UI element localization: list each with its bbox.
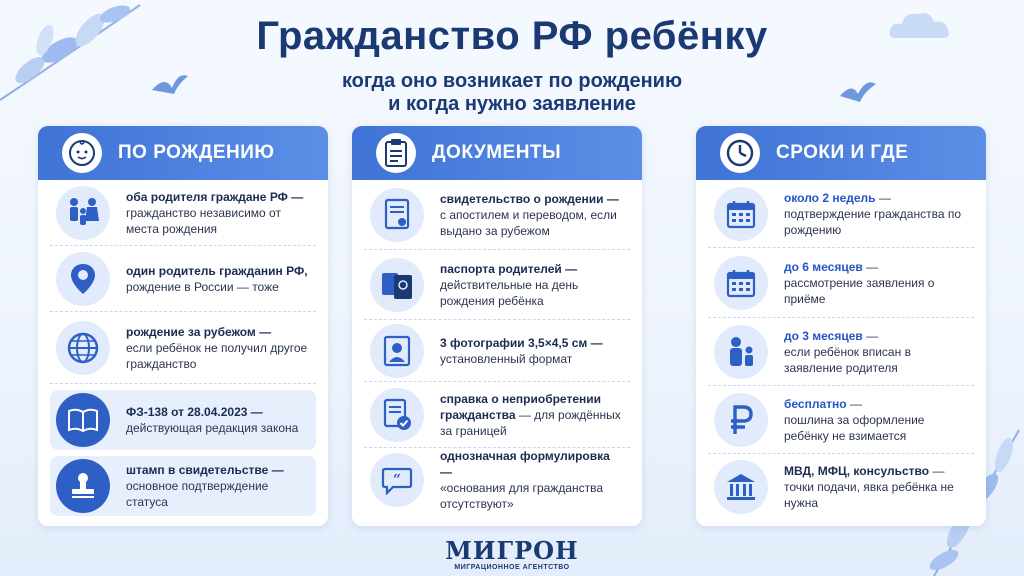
item-text: пошлина за оформление ребёнку не взимается — [784, 412, 925, 443]
item-text: действительные на день рождения ребёнка — [440, 277, 579, 308]
logo-name: МИГРОН — [445, 536, 579, 565]
list-item: около 2 недель — подтверждение гражданства по рождению — [708, 180, 974, 248]
item-text: если ребёнок не получил другое гражданство — [126, 340, 308, 371]
list-item — [50, 180, 316, 246]
baby-face-icon — [62, 133, 102, 173]
certificate-icon — [370, 188, 424, 242]
stamp-icon — [56, 459, 110, 513]
page-title: Гражданство РФ ребёнку — [256, 14, 768, 58]
card-header — [696, 126, 986, 180]
list-item — [50, 246, 316, 312]
parent-child-icon — [714, 325, 768, 379]
list-item: бесплатно — пошлина за оформление ребёнку не взимается — [708, 386, 974, 454]
item-bold: до 3 месяцев — [784, 328, 863, 343]
list-item — [364, 320, 630, 382]
list-item: МВД, МФЦ, консульство — точки подачи, явка ребёнка не нужна — [708, 454, 974, 520]
calendar-icon — [714, 256, 768, 310]
location-pin-icon — [56, 252, 110, 306]
list-item: до 6 месяцев — рассмотрение заявления о приёме — [708, 248, 974, 318]
list-item — [364, 180, 630, 250]
item-text: подтверждение гражданства по рождению — [784, 206, 962, 237]
logo-tagline: МИГРАЦИОННОЕ АГЕНТСТВО — [454, 564, 570, 571]
brand-logo — [0, 538, 1024, 571]
item-text: гражданство независимо от места рождения — [126, 205, 281, 236]
page-subtitle: когда оно возникает по рождению и когда нужно заявление — [341, 70, 683, 115]
photo-icon — [370, 324, 424, 378]
list-item — [364, 250, 630, 320]
item-text: установленный формат — [440, 351, 573, 366]
clock-icon — [720, 133, 760, 173]
item-text: если ребёнок вписан в заявление родителя — [784, 344, 911, 375]
item-text: — для рождённых за границей — [440, 407, 621, 438]
item-bold: оба родителя граждане РФ — — [126, 189, 304, 204]
card-title: СРОКИ И ГДЕ — [776, 142, 909, 163]
list-item — [364, 448, 630, 512]
item-bold: справка о неприобретении гражданства — [440, 391, 601, 422]
card-header — [38, 126, 328, 180]
item-text: точки подачи, явка ребёнка не нужна — [784, 480, 954, 510]
item-bold: один родитель гражданин РФ, — [126, 263, 308, 278]
ruble-icon — [714, 393, 768, 447]
item-bold: штамп в свидетельстве — — [126, 463, 284, 477]
family-icon — [56, 186, 110, 240]
svg-text:“: “ — [392, 472, 402, 488]
item-bold: паспорта родителей — — [440, 261, 578, 276]
card-terms-and-places — [696, 126, 986, 526]
item-text: с апостилем и переводом, если выдано за рубежом — [440, 207, 617, 238]
item-bold: бесплатно — [784, 396, 847, 411]
globe-icon — [56, 321, 110, 375]
item-bold: ФЗ-138 от 28.04.2023 — — [126, 405, 263, 419]
item-text: рождение в России — тоже — [126, 279, 279, 294]
list-item — [364, 382, 630, 448]
passports-icon — [370, 258, 424, 312]
card-title: ДОКУМЕНТЫ — [432, 142, 562, 163]
item-text: основное подтверждение статуса — [126, 479, 269, 509]
card-by-birth — [38, 126, 328, 526]
list-item — [50, 456, 316, 516]
item-bold: рождение за рубежом — — [126, 324, 272, 339]
item-bold: однозначная формулировка — — [440, 449, 610, 479]
item-text: рассмотрение заявления о приёме — [784, 275, 935, 306]
item-text: действующая редакция закона — [126, 421, 299, 435]
item-bold: около 2 недель — [784, 190, 876, 205]
building-icon — [714, 460, 768, 514]
item-bold: МВД, МФЦ, консульство — [784, 464, 930, 478]
item-text: «основания для гражданства отсутствуют» — [440, 481, 604, 511]
list-item: до 3 месяцев — если ребёнок вписан в заявление родителя — [708, 318, 974, 386]
item-bold: свидетельство о рождении — — [440, 191, 619, 206]
calendar-icon — [714, 187, 768, 241]
quote-icon — [370, 453, 424, 507]
list-item — [50, 390, 316, 450]
card-documents — [352, 126, 642, 526]
list-item — [50, 312, 316, 384]
card-header — [352, 126, 642, 180]
card-title: ПО РОЖДЕНИЮ — [118, 142, 275, 163]
book-icon — [56, 393, 110, 447]
document-check-icon — [370, 388, 424, 442]
item-bold: до 6 месяцев — [784, 259, 863, 274]
item-bold: 3 фотографии 3,5×4,5 см — — [440, 335, 603, 350]
clipboard-icon — [376, 133, 416, 173]
